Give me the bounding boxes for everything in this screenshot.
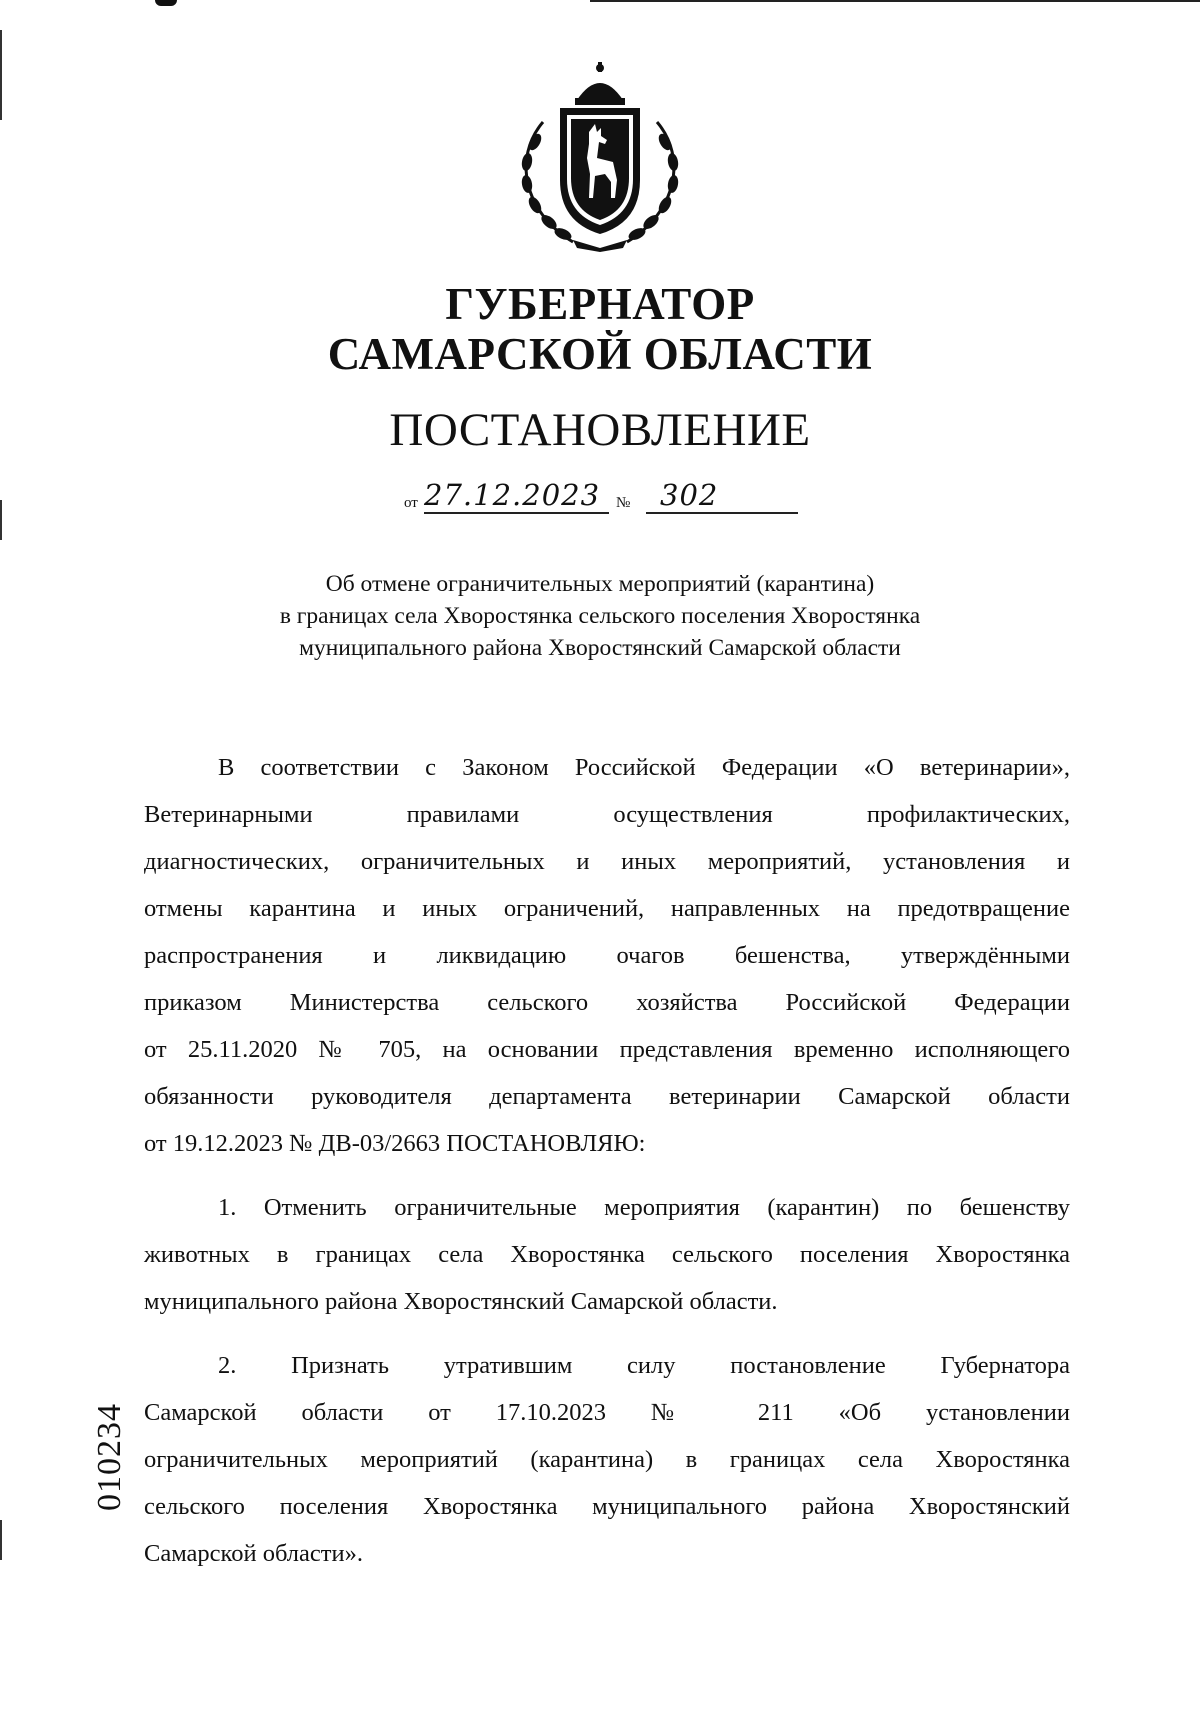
clause-2-line: 2. Признать утратившим силу постановление Губернатора xyxy=(218,1352,1070,1379)
document-subject xyxy=(0,568,1200,664)
date-underline xyxy=(424,512,609,514)
date-number-line xyxy=(404,478,804,518)
number-label: № xyxy=(616,495,631,511)
coat-of-arms-emblem xyxy=(505,62,695,252)
body-line: отмены карантина и иных ограничений, направленных на предотвращение xyxy=(144,895,1070,922)
clause-1-line: животных в границах села Хворостянка сельского поселения Хворостянка xyxy=(144,1241,1070,1268)
document-date: 27.12.2023 xyxy=(424,478,601,512)
scan-left-edge xyxy=(0,500,2,540)
clause-2-line: сельского поселения Хворостянка муниципального района Хворостянский xyxy=(144,1493,1070,1520)
clause-2-line: ограничительных мероприятий (карантина) в границах села Хворостянка xyxy=(144,1446,1070,1473)
subject-line: муниципального района Хворостянский Самарской области xyxy=(299,635,901,661)
body-line: распространения и ликвидацию очагов бешенства, утверждёнными xyxy=(144,942,1070,969)
body-line: от 25.11.2020 № 705, на основании представления временно исполняющего xyxy=(144,1036,1070,1063)
subject-line: в границах села Хворостянка сельского поселения Хворостянка xyxy=(279,603,921,629)
scan-left-edge xyxy=(0,30,2,120)
clause-1-line: муниципального района Хворостянский Самарской области. xyxy=(144,1288,778,1315)
authority-title-line2: САМАРСКОЙ ОБЛАСТИ xyxy=(327,329,873,379)
clause-1-line: 1. Отменить ограничительные мероприятия (карантин) по бешенству xyxy=(218,1194,1070,1221)
scan-mark xyxy=(155,0,177,6)
body-line: В соответствии с Законом Российской Федерации «О ветеринарии», xyxy=(218,754,1070,781)
subject-line: Об отмене ограничительных мероприятий (карантина) xyxy=(325,571,875,597)
document-type: ПОСТАНОВЛЕНИЕ xyxy=(389,404,811,456)
clause-2-line: Самарской области». xyxy=(144,1540,363,1567)
body-line: Ветеринарными правилами осуществления профилактических, xyxy=(144,801,1070,828)
clause-2-line: Самарской области от 17.10.2023 № 211 «Об установлении xyxy=(144,1399,1070,1426)
authority-title-line1: ГУБЕРНАТОР xyxy=(445,279,755,329)
scan-top-border xyxy=(590,0,1200,2)
body-line: приказом Министерства сельского хозяйства Российской Федерации xyxy=(144,989,1070,1016)
document-number: 302 xyxy=(660,478,719,512)
number-underline xyxy=(646,512,798,514)
date-label: от xyxy=(404,495,418,511)
body-line: от 19.12.2023 № ДВ-03/2663 ПОСТАНОВЛЯЮ: xyxy=(144,1130,646,1157)
body-line: обязанности руководителя департамента ветеринарии Самарской области xyxy=(144,1083,1070,1110)
scan-left-edge xyxy=(0,1520,2,1560)
body-line: диагностических, ограничительных и иных мероприятий, установления и xyxy=(144,848,1070,875)
serial-number: 010234 xyxy=(91,1403,128,1511)
